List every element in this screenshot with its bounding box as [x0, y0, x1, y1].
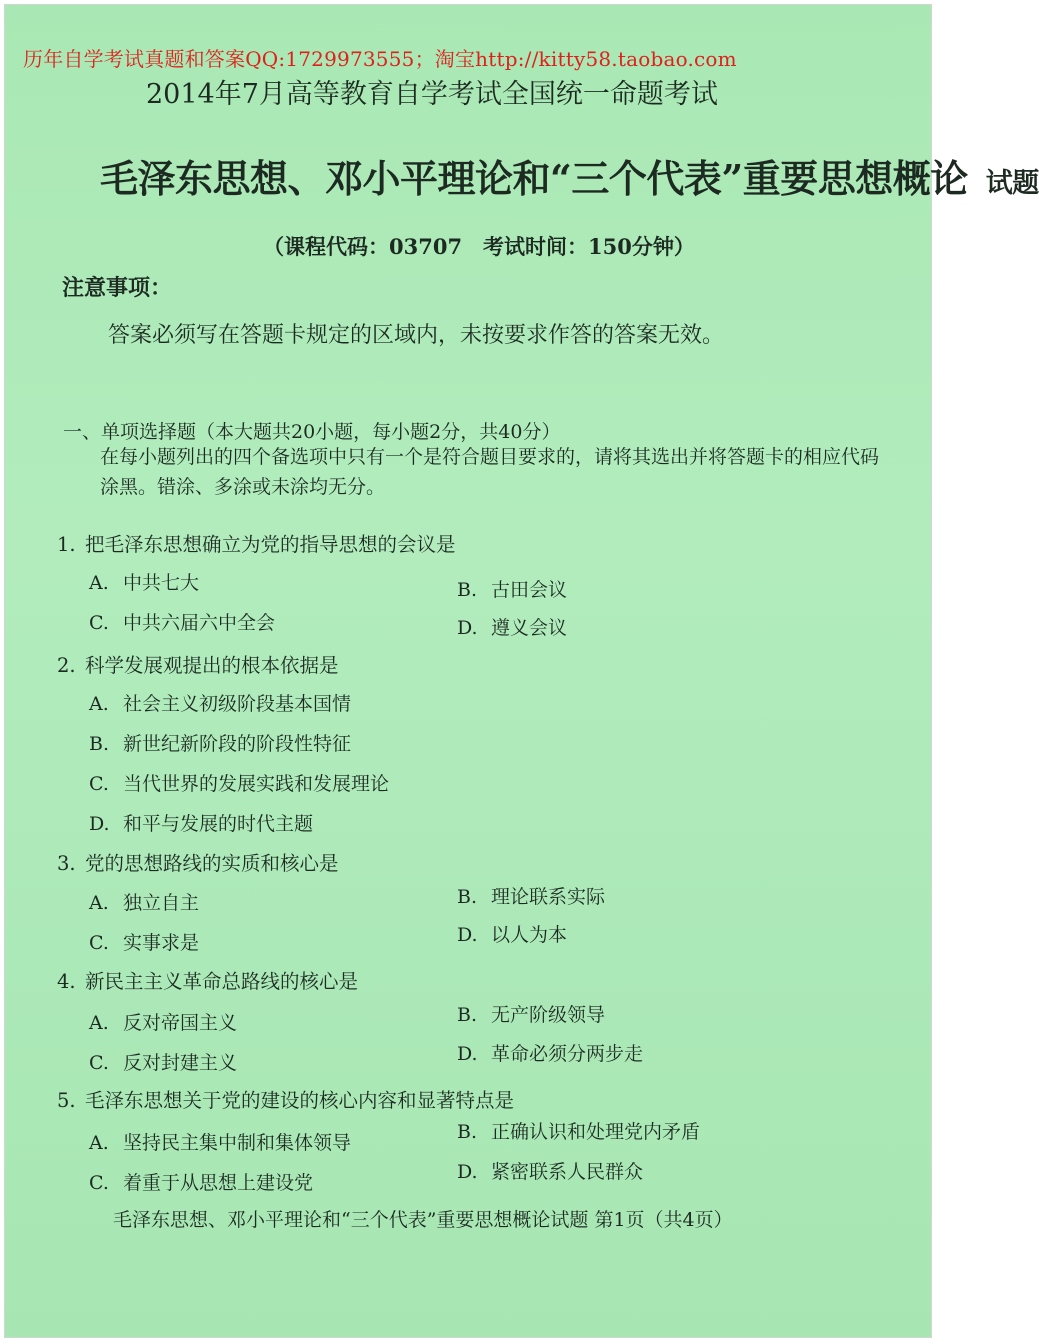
- option-text: 独立自主: [123, 892, 200, 914]
- option-text: 以人为本: [491, 924, 568, 946]
- option-3d: [457, 920, 567, 947]
- option-1b: [457, 575, 567, 602]
- option-text: 反对帝国主义: [123, 1012, 238, 1034]
- option-text: 古田会议: [491, 579, 568, 601]
- option-key: B.: [457, 1121, 478, 1143]
- option-3a: [89, 888, 199, 915]
- question-number: 1.: [57, 533, 76, 556]
- option-key: D.: [457, 1161, 478, 1183]
- promo-banner: 历年自学考试真题和答案QQ:1729973555；淘宝http://kitty58.taobao.com: [23, 47, 737, 71]
- question-number: 3.: [57, 852, 76, 875]
- option-text: 革命必须分两步走: [491, 1043, 644, 1065]
- option-5d: [457, 1157, 643, 1184]
- question-1: [57, 529, 817, 557]
- question-text: 科学发展观提出的根本依据是: [85, 654, 339, 677]
- question-5: [57, 1085, 817, 1113]
- notes-text: 答案必须写在答题卡规定的区域内，未按要求作答的答案无效。: [108, 323, 725, 348]
- option-3b: [457, 882, 605, 909]
- exam-session-line: 2014年7月高等教育自学考试全国统一命题考试: [146, 79, 718, 110]
- option-5c: [89, 1168, 313, 1195]
- question-number: 4.: [57, 970, 76, 993]
- option-key: D.: [89, 813, 110, 835]
- option-text: 当代世界的发展实践和发展理论: [123, 773, 390, 795]
- option-key: C.: [89, 932, 109, 954]
- section-title: 一、单项选择题（本大题共20小题，每小题2分，共40分）: [63, 421, 561, 443]
- option-2d: [89, 809, 313, 836]
- option-key: D.: [457, 924, 478, 946]
- question-number: 5.: [57, 1089, 76, 1112]
- option-key: C.: [89, 773, 109, 795]
- option-key: B.: [457, 886, 478, 908]
- option-key: A.: [89, 693, 109, 715]
- question-3: [57, 848, 817, 876]
- option-2c: [89, 769, 389, 796]
- option-key: A.: [89, 1012, 109, 1034]
- option-2b: [89, 729, 351, 756]
- option-text: 和平与发展的时代主题: [123, 813, 314, 835]
- section-instructions: 在每小题列出的四个备选项中只有一个是符合题目要求的，请将其选出并将答题卡的相应代码涂黑。错涂、多涂或未涂均无分。: [100, 446, 880, 498]
- option-text: 遵义会议: [491, 617, 568, 639]
- option-5b: [457, 1117, 700, 1144]
- option-key: C.: [89, 612, 109, 634]
- option-text: 坚持民主集中制和集体领导: [123, 1132, 352, 1154]
- question-text: 毛泽东思想关于党的建设的核心内容和显著特点是: [85, 1089, 515, 1112]
- option-4b: [457, 1000, 605, 1027]
- paper-title: [100, 148, 1039, 203]
- question-2: [57, 650, 817, 678]
- option-4d: [457, 1039, 643, 1066]
- option-key: C.: [89, 1052, 109, 1074]
- option-key: B.: [457, 1004, 478, 1026]
- paper-title-suffix: 试题: [985, 168, 1039, 199]
- option-key: D.: [457, 617, 478, 639]
- option-text: 新世纪新阶段的阶段性特征: [123, 733, 352, 755]
- question-number: 2.: [57, 654, 76, 677]
- option-4c: [89, 1048, 237, 1075]
- notes-heading: 注意事项：: [62, 275, 173, 301]
- option-text: 中共六届六中全会: [123, 612, 276, 634]
- option-key: A.: [89, 1132, 109, 1154]
- question-4: [57, 966, 817, 994]
- course-code-line: （课程代码：03707 考试时间：150分钟）: [263, 234, 695, 259]
- option-3c: [89, 928, 199, 955]
- exam-page: [4, 4, 1039, 1338]
- option-key: A.: [89, 892, 109, 914]
- option-text: 理论联系实际: [491, 886, 606, 908]
- option-key: B.: [457, 579, 478, 601]
- paper-title-text: 毛泽东思想、邓小平理论和“三个代表”重要思想概论: [100, 156, 968, 201]
- option-text: 中共七大: [123, 572, 200, 594]
- question-text: 把毛泽东思想确立为党的指导思想的会议是: [85, 533, 456, 556]
- option-key: B.: [89, 733, 110, 755]
- option-text: 着重于从思想上建设党: [123, 1172, 314, 1194]
- option-key: D.: [457, 1043, 478, 1065]
- option-text: 无产阶级领导: [491, 1004, 606, 1026]
- option-text: 社会主义初级阶段基本国情: [123, 693, 352, 715]
- option-text: 紧密联系人民群众: [491, 1161, 644, 1183]
- option-4a: [89, 1008, 237, 1035]
- option-text: 反对封建主义: [123, 1052, 238, 1074]
- question-text: 新民主主义革命总路线的核心是: [85, 970, 359, 993]
- option-5a: [89, 1128, 351, 1155]
- option-1a: [89, 568, 199, 595]
- option-key: A.: [89, 572, 109, 594]
- option-1d: [457, 613, 567, 640]
- option-2a: [89, 689, 351, 716]
- option-text: 实事求是: [123, 932, 200, 954]
- option-key: C.: [89, 1172, 109, 1194]
- page-footer: 毛泽东思想、邓小平理论和“三个代表”重要思想概论试题 第1页（共4页）: [113, 1209, 733, 1231]
- option-1c: [89, 608, 275, 635]
- option-text: 正确认识和处理党内矛盾: [491, 1121, 701, 1143]
- question-text: 党的思想路线的实质和核心是: [85, 852, 339, 875]
